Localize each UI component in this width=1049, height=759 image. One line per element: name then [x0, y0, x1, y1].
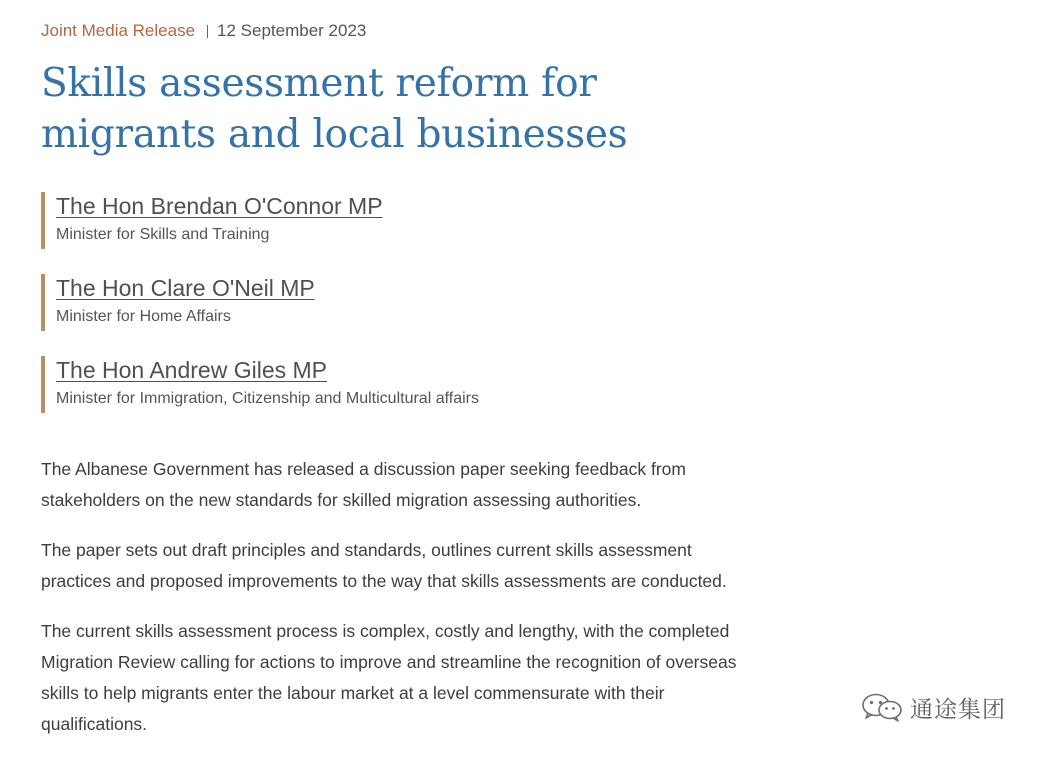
media-release: [41, 0, 761, 759]
meta-divider: [207, 25, 208, 38]
wechat-icon: [860, 692, 904, 722]
minister-list: [41, 192, 761, 413]
minister-name-link[interactable]: The Hon Andrew Giles MP: [56, 357, 328, 383]
release-type-link[interactable]: Joint Media Release: [41, 21, 196, 40]
minister-item: [41, 356, 761, 413]
watermark-text: 通途集团: [910, 696, 1006, 723]
body-paragraph: The current skills assessment process is complex, costly and lengthy, with the completed Migration Review calling for actions to improve and streamline the recognition of overseas skills to help migrants enter the labour market at a level commensurate with their qualifications.: [41, 621, 737, 734]
minister-item: [41, 274, 761, 331]
minister-name-link[interactable]: The Hon Brendan O'Connor MP: [56, 193, 383, 219]
body-paragraph: The Albanese Government has released a discussion paper seeking feedback from stakeholders on the new standards for skilled migration assessing authorities.: [41, 459, 686, 510]
page-title: Skills assessment reform for migrants and local businesses: [41, 61, 628, 157]
minister-item: [41, 192, 761, 249]
body-paragraph: The paper sets out draft principles and standards, outlines current skills assessment practices and proposed improvements to the way that skills assessments are conducted.: [41, 540, 727, 591]
watermark: [860, 690, 1006, 724]
minister-role: Minister for Skills and Training: [56, 226, 270, 243]
minister-role: Minister for Home Affairs: [56, 308, 231, 325]
release-date: 12 September 2023: [217, 21, 367, 40]
minister-role: Minister for Immigration, Citizenship and Multicultural affairs: [56, 390, 479, 407]
release-meta: [41, 20, 761, 42]
release-body: [41, 454, 746, 740]
minister-name-link[interactable]: The Hon Clare O'Neil MP: [56, 275, 315, 301]
